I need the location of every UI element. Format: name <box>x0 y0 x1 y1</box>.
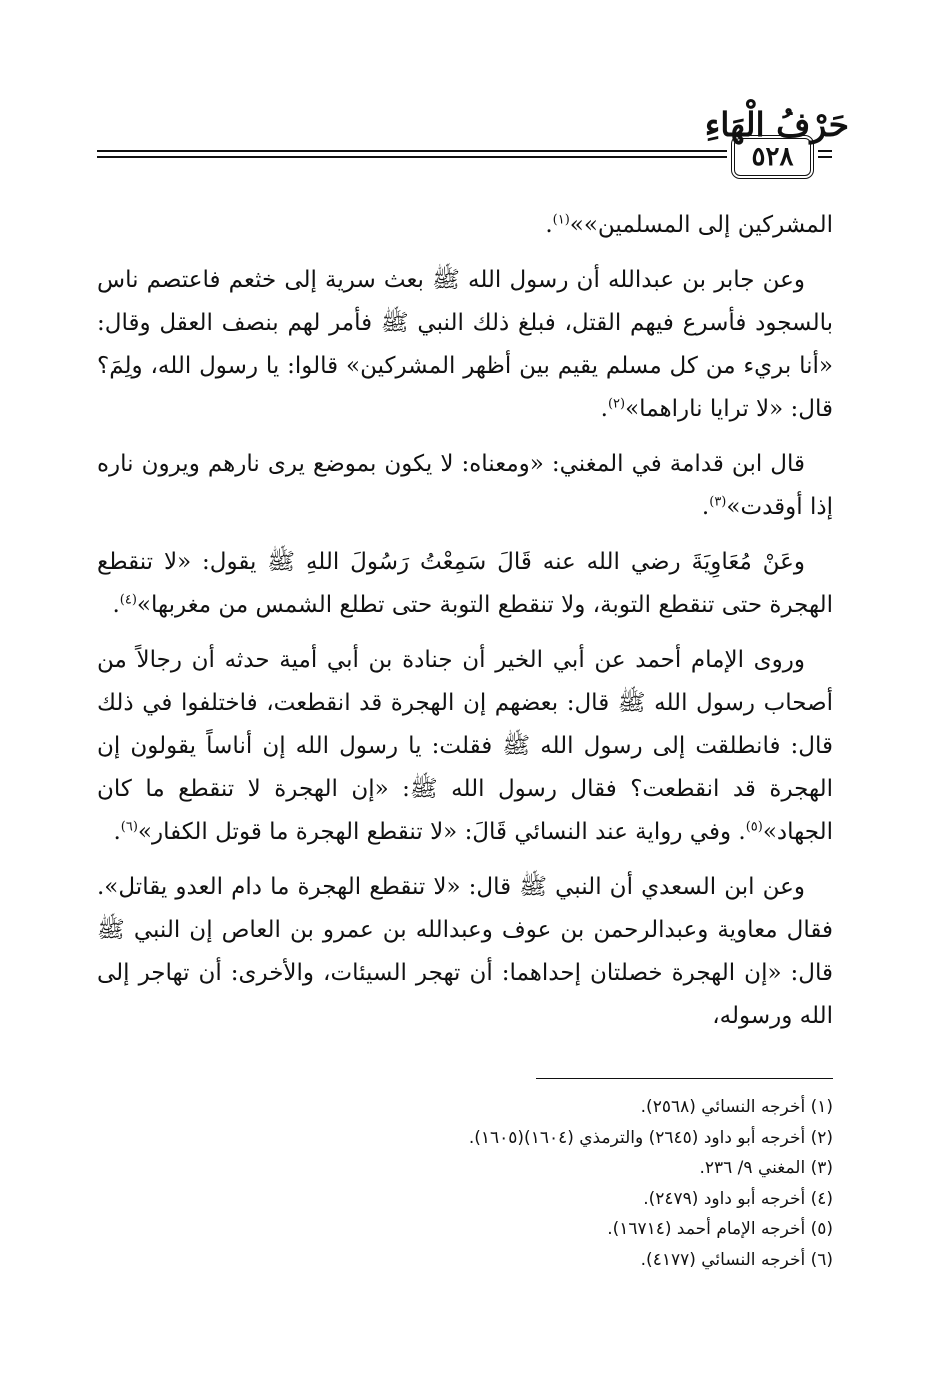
footnote-ref: (٣) <box>709 494 727 510</box>
footnote: (٣) المغني ٩/ ٢٣٦. <box>699 1158 833 1178</box>
header-rule-top <box>97 150 727 152</box>
footnote: (١) أخرجه النسائي (٢٥٦٨). <box>640 1097 833 1117</box>
footnote: (٤) أخرجه أبو داود (٢٤٧٩). <box>643 1188 833 1209</box>
header-rule-right-bottom <box>818 156 832 158</box>
footnote: (٢) أخرجه أبو داود (٢٦٤٥) والترمذي (١٦٠٤)(١٦٠٥). <box>468 1127 833 1148</box>
footnote-ref: (٤) <box>119 592 137 608</box>
footnote-ref: (١) <box>552 212 570 228</box>
main-text <box>97 204 833 1050</box>
footnote: (٦) أخرجه النسائي (٤١٧٧). <box>640 1249 833 1270</box>
footnotes <box>133 1092 833 1275</box>
paragraph: وعَنْ مُعَاوِيَةَ رضي الله عنه قَالَ سَمِعْتُ رَسُولَ اللهِ ﷺ يقول: «لا تنقطع الهجرة حتى تنقطع التوبة، ولا تنقطع التوبة حتى تطلع الشمس من مغربها»$^{(٤)}$. <box>97 549 833 618</box>
header-rule-bottom <box>97 156 727 158</box>
footnote-ref: (٥) <box>745 819 763 835</box>
footnote-ref: (٢) <box>607 396 626 412</box>
header-rule-right-top <box>818 150 832 152</box>
paragraph: قال ابن قدامة في المغني: «ومعناه: لا يكون بموضع يرى نارهم ويرون ناره إذا أوقدت»$^{(٣)}$. <box>97 451 833 520</box>
chapter-title: حَرْفُ الْهَاءِ <box>704 105 849 144</box>
footnote: (٥) أخرجه الإمام أحمد (١٦٧١٤). <box>607 1219 833 1239</box>
paragraph: المشركين إلى المسلمين»»$^{(١)}$. <box>545 212 833 238</box>
footnote-separator <box>536 1078 833 1079</box>
paragraph: وعن جابر بن عبدالله أن رسول الله ﷺ بعث سرية إلى خثعم فاعتصم ناس بالسجود فأسرع فيهم القتل، فبلغ ذلك النبي ﷺ فأمر لهم بنصف العقل وقال: «أنا بريء من كل مسلم يقيم بين أظهر المشركين» قالوا: يا رسول الله، ولِمَ؟ قال: «لا ترايا ناراهما»$^{(٢)}$. <box>97 267 833 422</box>
paragraph: وعن ابن السعدي أن النبي ﷺ قال: «لا تنقطع الهجرة ما دام العدو يقاتل». فقال معاوية وعبدالرحمن بن عوف وعبدالله بن عمرو بن العاص إن النبي ﷺ قال: «إن الهجرة خصلتان إحداهما: أن تهجر السيئات، والأخرى: أن تهاجر إلى الله ورسوله، <box>97 874 833 1029</box>
footnote-ref: (٦) <box>120 819 138 835</box>
page-number: ٥٢٨ <box>731 135 814 179</box>
paragraph: وروى الإمام أحمد عن أبي الخير أن جنادة بن أبي أمية حدثه أن رجالاً من أصحاب رسول الله ﷺ قال: بعضهم إن الهجرة قد انقطعت، فاختلفوا في ذلك قال: فانطلقت إلى رسول الله ﷺ فقلت: يا رسول الله إن أناساً يقولون إن الهجرة قد انقطعت؟ فقال رسول الله ﷺ: «إن الهجرة لا تنقطع ما كان الجهاد»$^{(٥)}$. وفي رواية عند النسائي قَالَ: «لا تنقطع الهجرة ما قوتل الكفار»$^{(٦)}$. <box>97 647 833 845</box>
